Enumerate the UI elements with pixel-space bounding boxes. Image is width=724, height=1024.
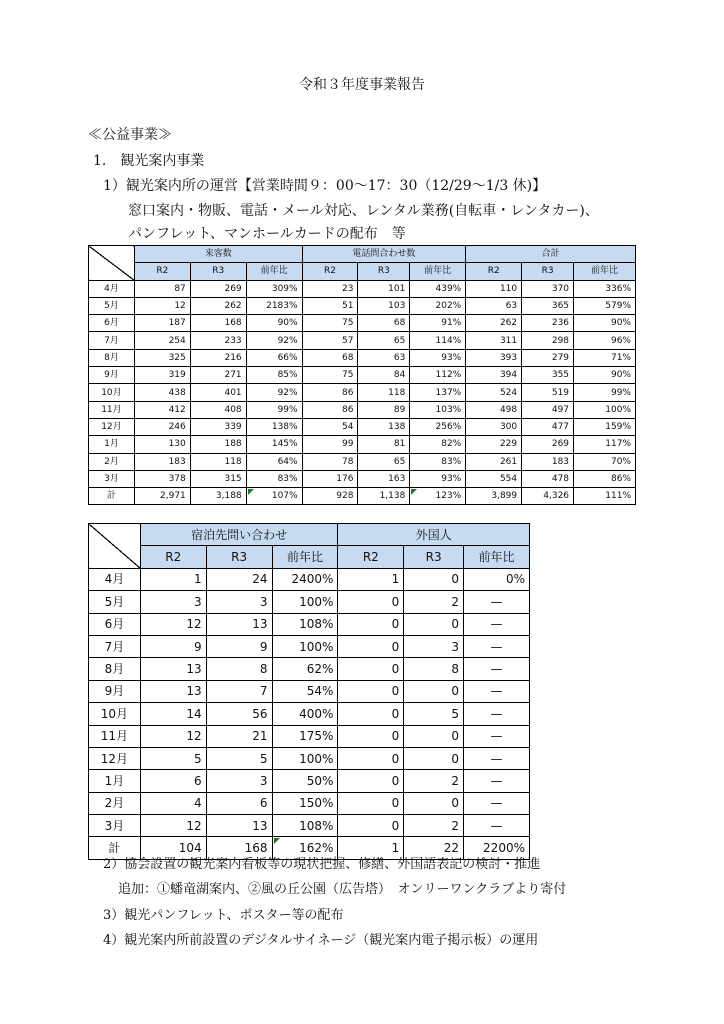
value-cell: 22 (404, 837, 464, 859)
value-cell: 0 (338, 747, 404, 769)
table-row (89, 792, 530, 814)
value-cell: 62% (272, 658, 338, 680)
value-cell: 85% (246, 367, 302, 384)
value-cell: 319 (134, 367, 190, 384)
visitor-stats-table (88, 245, 636, 505)
table-row (89, 401, 636, 418)
table-row (89, 332, 636, 349)
value-cell: 176 (302, 470, 358, 487)
value-cell: — (464, 591, 530, 613)
column-header: R3 (404, 546, 464, 568)
column-header: R3 (522, 263, 574, 280)
value-cell: 92% (246, 332, 302, 349)
month-cell: 6月 (89, 315, 135, 332)
value-cell: 108% (272, 815, 338, 837)
column-header: 前年比 (246, 263, 302, 280)
item3-label: 3）観光パンフレット、ポスター等の配布 (103, 908, 344, 923)
value-cell: 90% (246, 315, 302, 332)
value-cell: — (464, 770, 530, 792)
value-cell: — (464, 792, 530, 814)
value-cell: 4,326 (522, 488, 574, 505)
value-cell: 78 (302, 453, 358, 470)
value-cell: 497 (522, 401, 574, 418)
table1-group-header: 合計 (466, 246, 636, 263)
value-cell: 86% (574, 470, 636, 487)
value-cell: 12 (140, 613, 206, 635)
value-cell: 394 (466, 367, 522, 384)
column-header: R3 (206, 546, 272, 568)
value-cell: 1 (338, 837, 404, 859)
table-row (89, 280, 636, 297)
month-cell: 6月 (89, 613, 141, 635)
value-cell: 579% (574, 297, 636, 314)
value-cell: 261 (466, 453, 522, 470)
column-header: R3 (190, 263, 246, 280)
value-cell: 103% (410, 401, 466, 418)
value-cell: 309% (246, 280, 302, 297)
value-cell: 0 (404, 725, 464, 747)
value-cell: 84 (358, 367, 410, 384)
table-row (89, 815, 530, 837)
month-cell: 5月 (89, 591, 141, 613)
value-cell: 365 (522, 297, 574, 314)
month-cell: 10月 (89, 703, 141, 725)
value-cell: 2183% (246, 297, 302, 314)
value-cell: 100% (574, 401, 636, 418)
value-cell: 336% (574, 280, 636, 297)
value-cell: 123% (410, 488, 466, 505)
value-cell: 50% (272, 770, 338, 792)
value-cell: 137% (410, 384, 466, 401)
value-cell: 477 (522, 418, 574, 435)
total-label: 計 (89, 488, 135, 505)
value-cell: — (464, 703, 530, 725)
column-header: 前年比 (410, 263, 466, 280)
table-row (89, 384, 636, 401)
table2-group-row (89, 524, 530, 546)
value-cell: 1 (338, 568, 404, 590)
value-cell: 2400% (272, 568, 338, 590)
value-cell: 13 (206, 613, 272, 635)
table-row (89, 635, 530, 657)
value-cell: 262 (190, 297, 246, 314)
value-cell: 3 (404, 635, 464, 657)
value-cell: 2200% (464, 837, 530, 859)
value-cell: 112% (410, 367, 466, 384)
value-cell: 63 (466, 297, 522, 314)
value-cell: 0 (338, 703, 404, 725)
value-cell: 401 (190, 384, 246, 401)
table-row (89, 349, 636, 366)
value-cell: 408 (190, 401, 246, 418)
month-cell: 8月 (89, 349, 135, 366)
value-cell: 355 (522, 367, 574, 384)
value-cell: 0 (338, 680, 404, 702)
value-cell: 1,138 (358, 488, 410, 505)
table1-corner-cell (89, 246, 135, 281)
month-cell: 4月 (89, 280, 135, 297)
value-cell: 83% (246, 470, 302, 487)
table-row (89, 680, 530, 702)
value-cell: — (464, 635, 530, 657)
month-cell: 11月 (89, 401, 135, 418)
month-cell: 3月 (89, 470, 135, 487)
column-header: R3 (358, 263, 410, 280)
section-heading: ≪公益事業≫ (88, 127, 172, 143)
column-header: 前年比 (272, 546, 338, 568)
value-cell: 57 (302, 332, 358, 349)
value-cell: 439% (410, 280, 466, 297)
value-cell: 2,971 (134, 488, 190, 505)
value-cell: 175% (272, 725, 338, 747)
value-cell: 0 (404, 568, 464, 590)
value-cell: 0 (338, 658, 404, 680)
value-cell: 378 (134, 470, 190, 487)
value-cell: 498 (466, 401, 522, 418)
value-cell: 118 (190, 453, 246, 470)
month-cell: 8月 (89, 658, 141, 680)
value-cell: 183 (134, 453, 190, 470)
value-cell: 110 (466, 280, 522, 297)
table2-group-header: 宿泊先問い合わせ (140, 524, 338, 546)
value-cell: 13 (140, 658, 206, 680)
item2-label: 2）協会設置の観光案内看板等の現状把握、修繕、外国語表記の検討・推進 (103, 857, 541, 872)
value-cell: 8 (206, 658, 272, 680)
column-header: R2 (140, 546, 206, 568)
document-title: 令和３年度事業報告 (299, 77, 425, 93)
value-cell: 118 (358, 384, 410, 401)
value-cell: 100% (272, 747, 338, 769)
column-header: R2 (302, 263, 358, 280)
month-cell: 1月 (89, 770, 141, 792)
month-cell: 7月 (89, 635, 141, 657)
value-cell: 0 (338, 635, 404, 657)
month-cell: 9月 (89, 367, 135, 384)
table1-group-header: 来客数 (134, 246, 302, 263)
value-cell: 99 (302, 436, 358, 453)
value-cell: 51 (302, 297, 358, 314)
value-cell: 928 (302, 488, 358, 505)
value-cell: 100% (272, 591, 338, 613)
value-cell: 4 (140, 792, 206, 814)
value-cell: 233 (190, 332, 246, 349)
value-cell: 114% (410, 332, 466, 349)
value-cell: 0 (338, 591, 404, 613)
month-cell: 12月 (89, 418, 135, 435)
value-cell: 5 (404, 703, 464, 725)
value-cell: 0 (338, 815, 404, 837)
value-cell: 96% (574, 332, 636, 349)
value-cell: 7 (206, 680, 272, 702)
value-cell: 81 (358, 436, 410, 453)
value-cell: 524 (466, 384, 522, 401)
column-header: R2 (134, 263, 190, 280)
month-cell: 10月 (89, 384, 135, 401)
heading-tourist-info: 1. 観光案内事業 (93, 153, 205, 169)
month-cell: 9月 (89, 680, 141, 702)
table-row (89, 703, 530, 725)
value-cell: 63 (358, 349, 410, 366)
total-row (89, 488, 636, 505)
value-cell: 68 (302, 349, 358, 366)
value-cell: 92% (246, 384, 302, 401)
value-cell: 188 (190, 436, 246, 453)
table2-corner-cell (89, 524, 141, 569)
item1-label: 1）観光案内所の運営【営業時間９：00〜17：30（12/29〜1/3 休)】 (103, 178, 547, 194)
value-cell: 101 (358, 280, 410, 297)
value-cell: 24 (206, 568, 272, 590)
value-cell: 5 (206, 747, 272, 769)
month-cell: 7月 (89, 332, 135, 349)
value-cell: 93% (410, 349, 466, 366)
table-row (89, 747, 530, 769)
value-cell: 111% (574, 488, 636, 505)
value-cell: 0 (404, 792, 464, 814)
table2-group-header: 外国人 (338, 524, 530, 546)
value-cell: 554 (466, 470, 522, 487)
value-cell: 83% (410, 453, 466, 470)
table-row (89, 725, 530, 747)
table-row (89, 453, 636, 470)
value-cell: 438 (134, 384, 190, 401)
value-cell: 271 (190, 367, 246, 384)
value-cell: 12 (140, 725, 206, 747)
column-header: R2 (338, 546, 404, 568)
value-cell: 3 (206, 770, 272, 792)
value-cell: 478 (522, 470, 574, 487)
value-cell: 68 (358, 315, 410, 332)
value-cell: 75 (302, 367, 358, 384)
value-cell: 9 (206, 635, 272, 657)
value-cell: 2 (404, 591, 464, 613)
value-cell: 246 (134, 418, 190, 435)
value-cell: 2 (404, 770, 464, 792)
value-cell: 130 (134, 436, 190, 453)
value-cell: 0 (404, 613, 464, 635)
value-cell: 3,188 (190, 488, 246, 505)
value-cell: 400% (272, 703, 338, 725)
value-cell: 2 (404, 815, 464, 837)
table1-group-header: 電話問合わせ数 (302, 246, 466, 263)
value-cell: 216 (190, 349, 246, 366)
value-cell: 393 (466, 349, 522, 366)
table2-subheader-row (89, 546, 530, 568)
value-cell: 82% (410, 436, 466, 453)
value-cell: 5 (140, 747, 206, 769)
value-cell: 256% (410, 418, 466, 435)
column-header: 前年比 (464, 546, 530, 568)
month-cell: 2月 (89, 453, 135, 470)
table-row (89, 436, 636, 453)
value-cell: 187 (134, 315, 190, 332)
value-cell: 6 (140, 770, 206, 792)
value-cell: 3 (140, 591, 206, 613)
value-cell: 339 (190, 418, 246, 435)
value-cell: 100% (272, 635, 338, 657)
value-cell: 86 (302, 401, 358, 418)
value-cell: 412 (134, 401, 190, 418)
value-cell: 117% (574, 436, 636, 453)
item4-label: 4）観光案内所前設置のデジタルサイネージ（観光案内電子掲示板）の運用 (103, 933, 539, 948)
month-cell: 2月 (89, 792, 141, 814)
month-cell: 5月 (89, 297, 135, 314)
value-cell: 0% (464, 568, 530, 590)
total-label: 計 (89, 837, 141, 859)
value-cell: 14 (140, 703, 206, 725)
table-row (89, 367, 636, 384)
table-row (89, 613, 530, 635)
value-cell: 13 (206, 815, 272, 837)
value-cell: — (464, 815, 530, 837)
value-cell: 229 (466, 436, 522, 453)
value-cell: 168 (190, 315, 246, 332)
value-cell: 93% (410, 470, 466, 487)
value-cell: 65 (358, 453, 410, 470)
table-row (89, 315, 636, 332)
item1-line2: パンフレット、マンホールカードの配布 等 (128, 226, 406, 242)
table-row (89, 470, 636, 487)
value-cell: 90% (574, 315, 636, 332)
value-cell: — (464, 747, 530, 769)
table1-subheader-row (89, 263, 636, 280)
value-cell: 262 (466, 315, 522, 332)
column-header: 前年比 (574, 263, 636, 280)
value-cell: 12 (140, 815, 206, 837)
value-cell: — (464, 658, 530, 680)
value-cell: 298 (522, 332, 574, 349)
value-cell: 311 (466, 332, 522, 349)
value-cell: 108% (272, 613, 338, 635)
value-cell: 56 (206, 703, 272, 725)
table-row (89, 770, 530, 792)
value-cell: — (464, 613, 530, 635)
value-cell: 138 (358, 418, 410, 435)
table-row (89, 568, 530, 590)
value-cell: 70% (574, 453, 636, 470)
value-cell: 279 (522, 349, 574, 366)
value-cell: 86 (302, 384, 358, 401)
table-row (89, 591, 530, 613)
table-row (89, 658, 530, 680)
value-cell: 0 (338, 725, 404, 747)
value-cell: 64% (246, 453, 302, 470)
value-cell: 91% (410, 315, 466, 332)
table-row (89, 297, 636, 314)
value-cell: 254 (134, 332, 190, 349)
table1-group-row (89, 246, 636, 263)
month-cell: 12月 (89, 747, 141, 769)
value-cell: 21 (206, 725, 272, 747)
value-cell: 0 (404, 747, 464, 769)
value-cell: 0 (338, 613, 404, 635)
value-cell: 325 (134, 349, 190, 366)
month-cell: 11月 (89, 725, 141, 747)
value-cell: 12 (134, 297, 190, 314)
value-cell: 3 (206, 591, 272, 613)
value-cell: — (464, 725, 530, 747)
value-cell: 87 (134, 280, 190, 297)
value-cell: 236 (522, 315, 574, 332)
value-cell: 104 (140, 837, 206, 859)
value-cell: 162% (272, 837, 338, 859)
value-cell: 54% (272, 680, 338, 702)
item2-note: 追加：①蟠竜湖案内、②風の丘公園（広告塔） オンリーワンクラブより寄付 (118, 882, 567, 897)
value-cell: 519 (522, 384, 574, 401)
value-cell: 8 (404, 658, 464, 680)
value-cell: 13 (140, 680, 206, 702)
value-cell: 0 (338, 770, 404, 792)
month-cell: 3月 (89, 815, 141, 837)
value-cell: — (464, 680, 530, 702)
value-cell: 300 (466, 418, 522, 435)
value-cell: 89 (358, 401, 410, 418)
value-cell: 0 (338, 792, 404, 814)
value-cell: 145% (246, 436, 302, 453)
table-row (89, 418, 636, 435)
value-cell: 99% (574, 384, 636, 401)
value-cell: 3,899 (466, 488, 522, 505)
value-cell: 66% (246, 349, 302, 366)
value-cell: 90% (574, 367, 636, 384)
value-cell: 71% (574, 349, 636, 366)
value-cell: 269 (522, 436, 574, 453)
value-cell: 1 (140, 568, 206, 590)
value-cell: 65 (358, 332, 410, 349)
value-cell: 150% (272, 792, 338, 814)
value-cell: 138% (246, 418, 302, 435)
value-cell: 183 (522, 453, 574, 470)
value-cell: 75 (302, 315, 358, 332)
value-cell: 103 (358, 297, 410, 314)
value-cell: 202% (410, 297, 466, 314)
month-cell: 1月 (89, 436, 135, 453)
value-cell: 9 (140, 635, 206, 657)
inquiry-stats-table (88, 523, 530, 860)
value-cell: 107% (246, 488, 302, 505)
value-cell: 269 (190, 280, 246, 297)
value-cell: 6 (206, 792, 272, 814)
month-cell: 4月 (89, 568, 141, 590)
value-cell: 163 (358, 470, 410, 487)
value-cell: 168 (206, 837, 272, 859)
value-cell: 159% (574, 418, 636, 435)
value-cell: 99% (246, 401, 302, 418)
column-header: R2 (466, 263, 522, 280)
value-cell: 370 (522, 280, 574, 297)
value-cell: 23 (302, 280, 358, 297)
value-cell: 315 (190, 470, 246, 487)
value-cell: 0 (404, 680, 464, 702)
value-cell: 54 (302, 418, 358, 435)
item1-line1: 窓口案内・物販、電話・メール対応、レンタル業務(自転車・レンタカー)、 (128, 203, 599, 219)
